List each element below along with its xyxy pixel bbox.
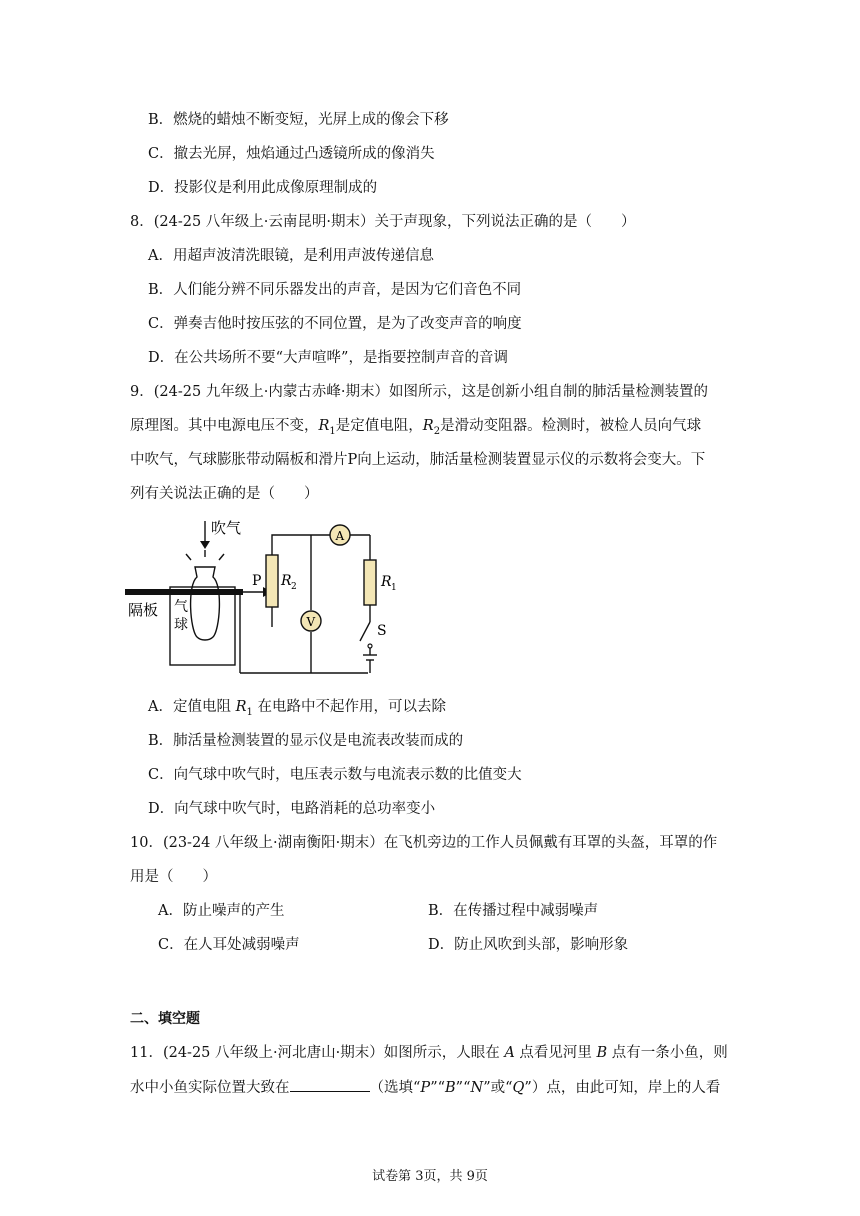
fig-label-blow: 吹气 [211, 519, 242, 537]
q9-stem-line3: 中吹气，气球膨胀带动隔板和滑片P向上运动，肺活量检测装置显示仪的示数将会变大。下 [130, 452, 706, 468]
q9-option-c: C．向气球中吹气时，电压表示数与电流表示数的比值变大 [148, 767, 522, 783]
q9-option-d: D．向气球中吹气时，电路消耗的总功率变小 [148, 801, 436, 817]
q10-option-b: B．在传播过程中减弱噪声 [428, 903, 599, 919]
partition-plate [125, 589, 243, 595]
q8-option-c: C．弹奏吉他时按压弦的不同位置，是为了改变声音的响度 [148, 316, 522, 332]
fig-label-r2-sub: 2 [291, 582, 297, 592]
q10-option-a: A．防止噪声的产生 [158, 903, 285, 919]
q10-option-d: D．防止风吹到头部，影响形象 [428, 937, 629, 953]
answer-blank[interactable] [290, 1077, 370, 1092]
q8-option-d: D．在公共场所不要“大声喧哗”，是指要控制声音的音调 [148, 350, 508, 366]
q11-stem-line1: 11．(24-25 八年级上·河北唐山·期末）如图所示，人眼在 A 点看见河里 B 点有一条小鱼，则 [130, 1045, 728, 1061]
fig-label-r1: R [381, 574, 392, 590]
fig-label-balloon-2: 球 [174, 617, 188, 633]
fig-label-ammeter: A [335, 529, 345, 543]
q10-stem-line2: 用是（ ） [130, 869, 217, 885]
r1-resistor [364, 560, 376, 605]
q7-option-d: D．投影仪是利用此成像原理制成的 [148, 180, 378, 196]
q9-circuit-diagram [125, 515, 455, 680]
q10-option-c: C．在人耳处减弱噪声 [158, 937, 300, 953]
q9-option-a: A．定值电阻 $R_1$ 在电路中不起作用，可以去除 [148, 699, 446, 718]
q8-option-a: A．用超声波清洗眼镜，是利用声波传递信息 [148, 248, 434, 264]
q8-option-b: B．人们能分辨不同乐器发出的声音，是因为它们音色不同 [148, 282, 522, 298]
fig-label-balloon-1: 气 [174, 599, 188, 615]
q10-stem-line1: 10．(23-24 八年级上·湖南衡阳·期末）在飞机旁边的工作人员佩戴有耳罩的头盔，耳罩的作 [130, 835, 718, 851]
q8-stem: 8．(24-25 八年级上·云南昆明·期末）关于声现象，下列说法正确的是（ ） [130, 214, 636, 230]
q9-stem-line4: 列有关说法正确的是（ ） [130, 486, 319, 502]
blow-arrowhead [200, 541, 210, 549]
section-heading: 二、填空题 [130, 1011, 200, 1027]
fig-label-switch: S [377, 623, 387, 639]
q9-stem-line1: 9．(24-25 九年级上·内蒙古赤峰·期末）如图所示，这是创新小组自制的肺活量检测装置的 [130, 384, 709, 400]
q11-stem-line2: 水中小鱼实际位置大致在 （选填“P”“B”“N”或“Q”）点，由此可知，岸上的人看 [130, 1077, 720, 1098]
fig-label-p: P [252, 573, 262, 589]
q9-option-b: B．肺活量检测装置的显示仪是电流表改装而成的 [148, 733, 464, 749]
fig-label-r1-sub: 1 [391, 583, 397, 593]
page-footer: 试卷第 3页，共 9页 [372, 1169, 488, 1184]
fig-label-r2: R [281, 573, 292, 589]
r2-resistor [266, 555, 278, 607]
q7-option-b: B．燃烧的蜡烛不断变短，光屏上成的像会下移 [148, 112, 449, 128]
q9-stem-line2: 原理图。其中电源电压不变，$R_1$是定值电阻，$R_2$是滑动变阻器。检测时，被检人员向气球 [130, 418, 702, 437]
q7-option-c: C．撤去光屏，烛焰通过凸透镜所成的像消失 [148, 146, 435, 162]
fig-label-voltmeter: V [306, 615, 316, 629]
fig-label-plate: 隔板 [128, 601, 159, 619]
